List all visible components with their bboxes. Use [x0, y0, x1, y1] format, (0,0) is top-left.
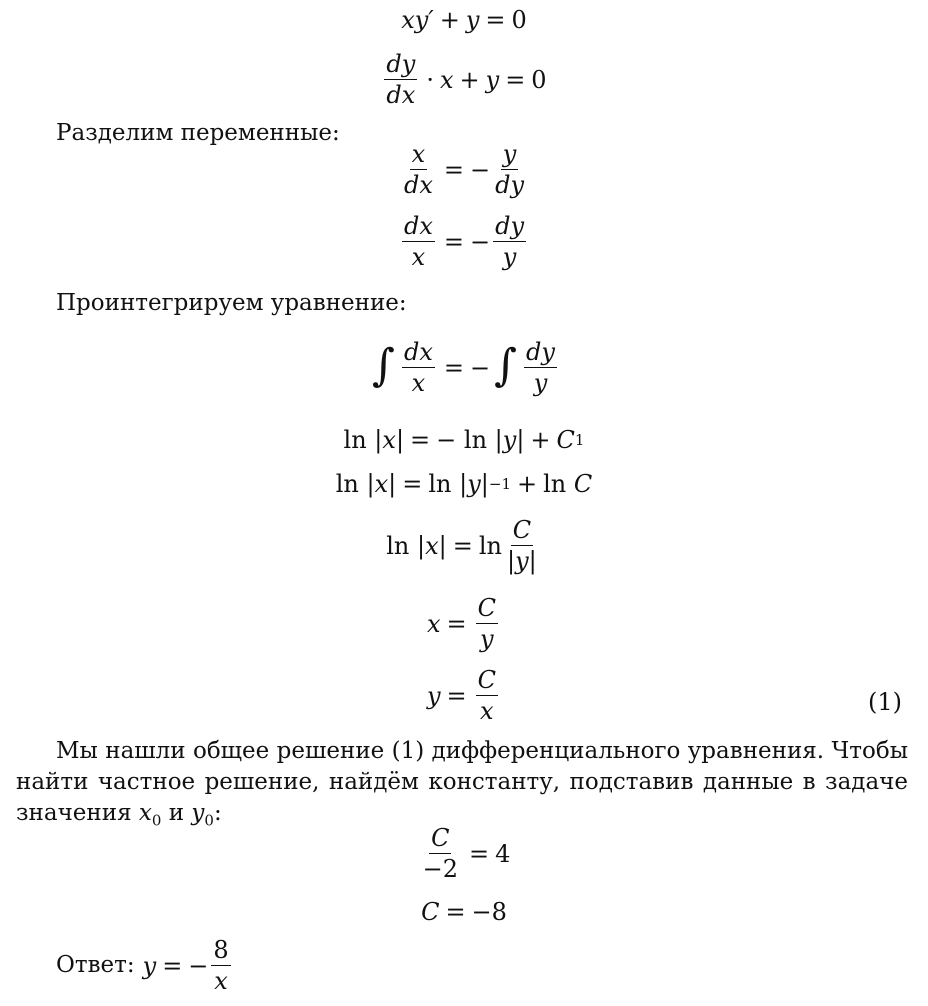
equation-3: $\frac{x}{dx}$ = − $\frac{y}{dy}$ — [403, 140, 525, 199]
paragraph-and: и — [168, 800, 185, 826]
equation-12: C = −8 — [421, 898, 507, 926]
label-separate: Разделим переменные: — [56, 120, 340, 146]
equation-10: y = $\frac{C}{x}$ — [426, 666, 497, 725]
label-integrate: Проинтегрируем уравнение: — [56, 290, 407, 316]
equation-number: (1) — [868, 688, 902, 716]
equation-11: $\frac{C}{-2}$ = 4 — [422, 824, 511, 883]
equation-1: xy′ + y = 0 — [401, 6, 527, 34]
paragraph: Мы нашли общее решение (1) дифференциального уравнения. Чтобы найти частное решение, найдём константу, подставив данные в задаче значения $x_0$ и $y_0$: — [16, 738, 908, 830]
paragraph-text: Мы нашли общее решение (1) дифференциального уравнения. Чтобы найти частное решение, найдём константу, подставив данные в задаче значения — [16, 738, 908, 826]
equation-9: x = $\frac{C}{y}$ — [426, 594, 497, 653]
equation-2: $\frac{dy}{dx}$ · x + y = 0 — [386, 50, 547, 109]
equation-4: $\frac{dx}{x}$ = − $\frac{dy}{y}$ — [403, 212, 525, 271]
answer: Ответ: y = − $\frac{8}{x}$ — [56, 936, 229, 995]
equation-8: ln | x | = ln $\frac{C}{|y|}$ — [386, 516, 537, 575]
equation-5: ∫ $\frac{dx}{x}$ = − ∫ $\frac{dy}{y}$ — [372, 338, 555, 397]
equation-7: ln | x | = ln | y | −1 + ln C — [335, 470, 593, 498]
equation-6: ln | x | = − ln | y | + C 1 — [343, 426, 585, 454]
answer-label: Ответ: — [56, 952, 135, 978]
